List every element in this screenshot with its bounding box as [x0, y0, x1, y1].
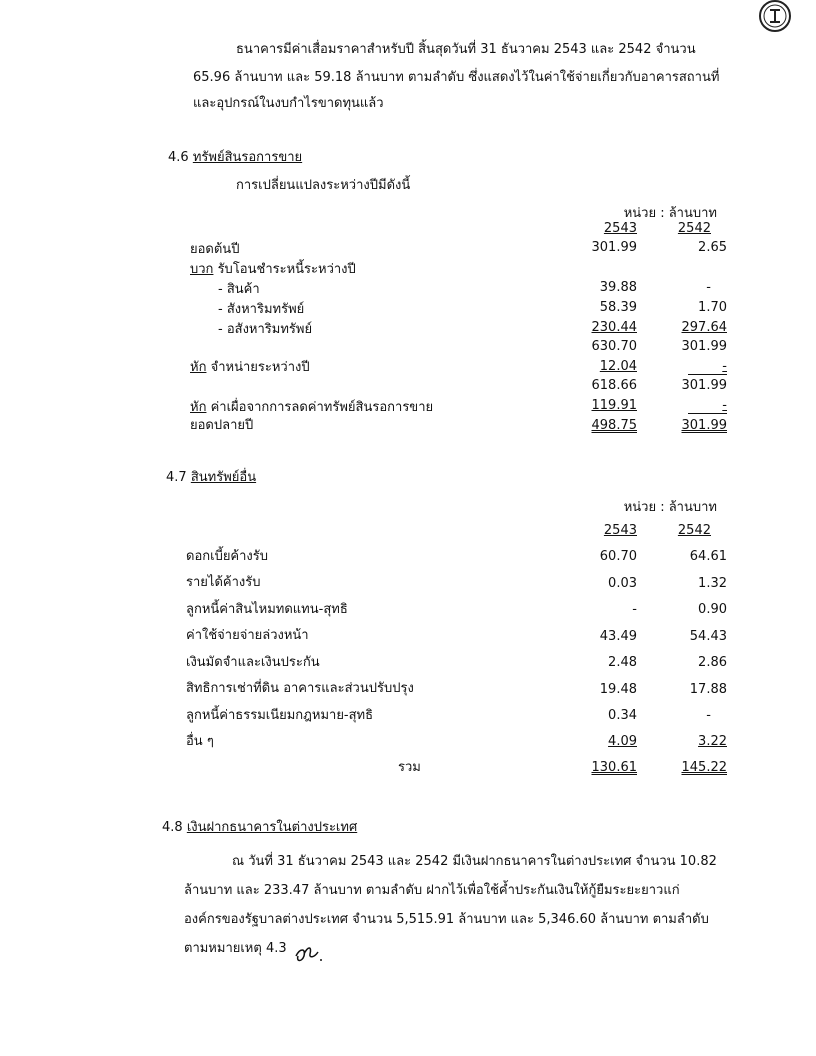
- row-value-2543: 4.09: [608, 734, 637, 749]
- row-value-2542: 301.99: [681, 378, 727, 393]
- row-value-2543: 618.66: [591, 378, 637, 393]
- s48-line-1: ณ วันที่ 31 ธันวาคม 2543 และ 2542 มีเงินฝากธนาคารในต่างประเทศ จำนวน 10.82: [232, 854, 717, 869]
- row-value-2542: 0.90: [698, 602, 727, 617]
- row-label: [190, 258, 356, 279]
- section-number: 4.7: [166, 470, 187, 485]
- row-value-2543: 39.88: [599, 280, 637, 295]
- row-value-2543: 0.34: [608, 708, 637, 723]
- section-4-7-heading: [166, 466, 256, 487]
- intro-line-3: และอุปกรณ์ในงบกำไรขาดทุนแล้ว: [193, 96, 384, 111]
- row-label-text: ค่าเผื่อจากการลดค่าทรัพย์สินรอการขาย: [210, 400, 434, 415]
- section-title: สินทรัพย์อื่น: [190, 470, 257, 485]
- row-label: ยอดต้นปี: [190, 242, 240, 257]
- intro-line-2: 65.96 ล้านบาท และ 59.18 ล้านบาท ตามลำดับ ซึ่งแสดงไว้ในค่าใช้จ่ายเกี่ยวกับอาคารสถานที่: [193, 70, 720, 85]
- row-label: - สังหาริมทรัพย์: [218, 302, 305, 317]
- section-number: 4.8: [162, 820, 183, 835]
- total-label: รวม: [398, 760, 421, 775]
- row-value-2543: 2.48: [608, 655, 637, 670]
- col-2543-header: 2543: [603, 221, 637, 236]
- row-value-2542: 1.32: [698, 576, 727, 591]
- row-value-2542: -: [688, 359, 727, 375]
- section-title: ทรัพย์สินรอการขาย: [192, 150, 303, 165]
- s48-line-3: องค์กรของรัฐบาลต่างประเทศ จำนวน 5,515.91 ล้านบาท และ 5,346.60 ล้านบาท ตามลำดับ: [184, 912, 709, 927]
- row-value-2543: 19.48: [599, 682, 637, 697]
- row-value-2542: 301.99: [681, 339, 727, 354]
- row-value-2543: 60.70: [599, 549, 637, 564]
- row-value-2542: 2.86: [698, 655, 727, 670]
- section-4-8-heading: [162, 816, 357, 837]
- row-label: สิทธิการเช่าที่ดิน อาคารและส่วนปรับปรุง: [186, 681, 414, 696]
- row-label: รายได้ค้างรับ: [186, 575, 261, 590]
- section-4-6-heading: [168, 146, 302, 167]
- row-value-2543: 58.39: [599, 300, 637, 315]
- unit-label: หน่วย : ล้านบาท: [623, 500, 717, 515]
- col-2542-header: 2542: [677, 221, 711, 236]
- col-2543-header: 2543: [603, 523, 637, 538]
- row-value-2542: 301.99: [681, 418, 727, 433]
- row-value-2543: 43.49: [599, 629, 637, 644]
- row-value-2542: 1.70: [698, 300, 727, 315]
- row-label-text: จำหน่ายระหว่างปี: [210, 360, 310, 375]
- s48-line-2: ล้านบาท และ 233.47 ล้านบาท ตามลำดับ ฝากไว้เพื่อใช้ค้ำประกันเงินให้กู้ยืมระยะยาวแก่: [184, 883, 680, 898]
- section-4-6-subtitle: การเปลี่ยนแปลงระหว่างปีมีดังนี้: [236, 178, 411, 193]
- total-value-2542: 145.22: [681, 760, 727, 775]
- row-label: ค่าใช้จ่ายจ่ายล่วงหน้า: [186, 628, 309, 643]
- row-value-2543: 12.04: [599, 359, 637, 374]
- row-label: อื่น ๆ: [186, 734, 214, 749]
- row-value-2543: 0.03: [608, 576, 637, 591]
- row-value-2543: 230.44: [591, 320, 637, 335]
- row-label: เงินมัดจำและเงินประกัน: [186, 655, 320, 670]
- row-label: - อสังหาริมทรัพย์: [218, 322, 313, 337]
- row-value-2543: 301.99: [591, 240, 637, 255]
- row-value-2542: 64.61: [689, 549, 727, 564]
- row-label: ลูกหนี้ค่าสินไหมทดแทน-สุทธิ: [186, 602, 348, 617]
- section-title: เงินฝากธนาคารในต่างประเทศ: [186, 820, 358, 835]
- row-label: ดอกเบี้ยค้างรับ: [186, 549, 269, 564]
- s48-line-4: ตามหมายเหตุ 4.3: [184, 941, 287, 956]
- row-value-2542: 3.22: [698, 734, 727, 749]
- row-value-2543: -: [632, 602, 637, 617]
- intro-line-1: ธนาคารมีค่าเสื่อมราคาสำหรับปี สิ้นสุดวันที่ 31 ธันวาคม 2543 และ 2542 จำนวน: [236, 42, 696, 57]
- row-value-2542: 2.65: [698, 240, 727, 255]
- row-label: ยอดปลายปี: [190, 418, 254, 433]
- row-value-2543: 119.91: [591, 398, 637, 413]
- row-prefix: หัก: [190, 400, 207, 415]
- row-label-text: รับโอนชำระหนี้ระหว่างปี: [217, 262, 356, 277]
- row-prefix: บวก: [190, 262, 214, 277]
- row-prefix: หัก: [190, 360, 207, 375]
- row-value-2543: 498.75: [591, 418, 637, 433]
- seal-icon: [756, 0, 794, 34]
- row-value-2543: 630.70: [591, 339, 637, 354]
- row-value-2542: 54.43: [689, 629, 727, 644]
- row-value-2542: -: [688, 398, 727, 414]
- row-value-2542: 297.64: [681, 320, 727, 335]
- row-label: ลูกหนี้ค่าธรรมเนียมกฎหมาย-สุทธิ: [186, 708, 374, 723]
- total-value-2543: 130.61: [591, 760, 637, 775]
- section-number: 4.6: [168, 150, 189, 165]
- row-label: [190, 356, 310, 377]
- unit-label: หน่วย : ล้านบาท: [623, 206, 717, 221]
- row-value-2542: -: [706, 280, 711, 295]
- signature-icon: [292, 940, 332, 966]
- row-label: - สินค้า: [218, 282, 260, 297]
- row-value-2542: 17.88: [689, 682, 727, 697]
- col-2542-header: 2542: [677, 523, 711, 538]
- row-value-2542: -: [706, 708, 711, 723]
